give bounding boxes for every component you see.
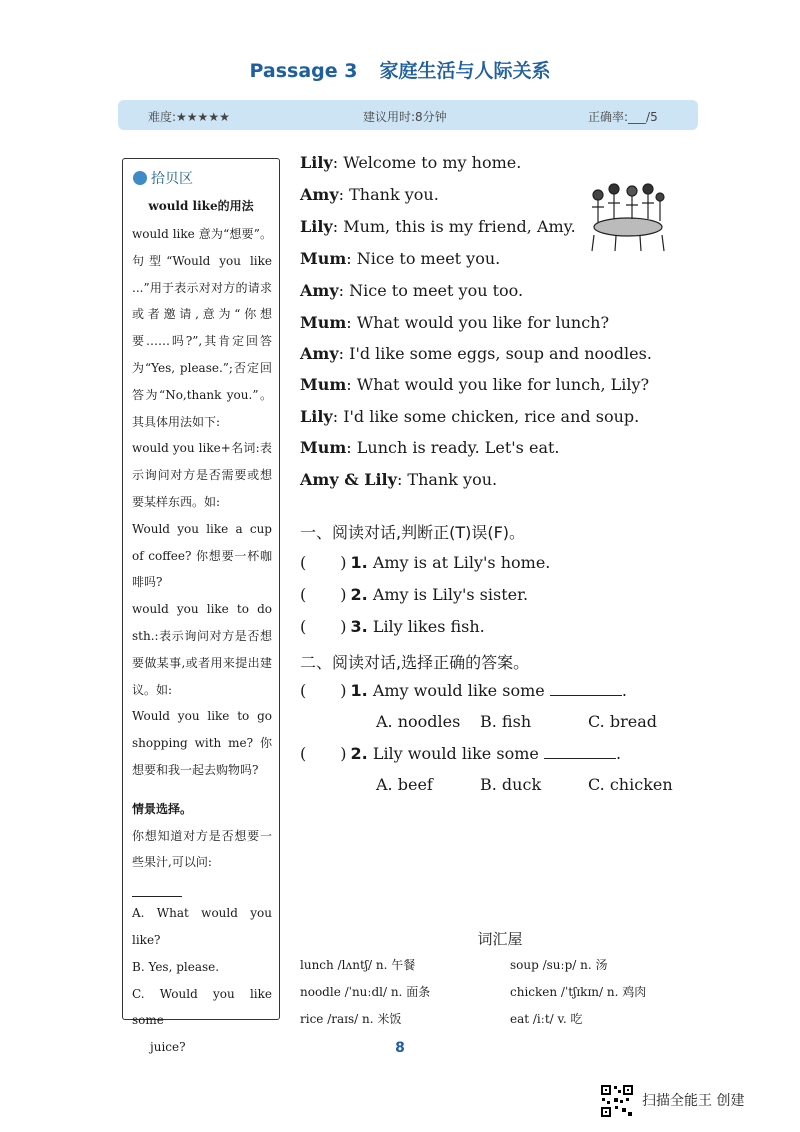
sidebar-option: juice? bbox=[150, 1040, 186, 1055]
section-two-title: 二、阅读对话,选择正确的答案。 bbox=[300, 653, 530, 672]
sidebar-subtitle: would like的用法 bbox=[148, 199, 254, 213]
vocab-item: lunch /lʌntʃ/ n. 午餐 bbox=[300, 958, 416, 972]
question-text: Amy is at Lily's home. bbox=[372, 553, 551, 572]
question-text: Amy is Lily's sister. bbox=[372, 585, 529, 604]
vocab-item: noodle /ˈnuːdl/ n. 面条 bbox=[300, 985, 431, 999]
speaker: Lily bbox=[300, 217, 333, 236]
line-text: I'd like some chicken, rice and soup. bbox=[343, 407, 640, 426]
line-text: What would you like for lunch, Lily? bbox=[356, 375, 650, 394]
question-number: 1. bbox=[350, 553, 368, 572]
line-text: Lunch is ready. Let's eat. bbox=[356, 438, 560, 457]
sidebar-heading-text: 拾贝区 bbox=[151, 171, 193, 187]
sidebar-option: C. Would you like some bbox=[132, 986, 272, 1028]
sidebar-para: would like 意为“想要”。句型“Would you like ...”用于表示对对方的请求或者邀请,意为“你想要……吗?”,其肯定回答为“Yes, please.”;否定回答为“No,thank you.”。其具体用法如下: bbox=[132, 227, 272, 429]
line-text: What would you like for lunch? bbox=[356, 313, 610, 332]
question-number: 3. bbox=[350, 617, 368, 636]
page-number: 8 bbox=[395, 1040, 405, 1056]
family-dinner-illustration bbox=[586, 175, 668, 253]
line-text: Thank you. bbox=[407, 470, 498, 489]
answer-blank bbox=[550, 681, 622, 696]
shell-icon bbox=[133, 171, 147, 185]
sidebar-para: would you like+名词:表示询问对方是否需要或想要某样东西。如: bbox=[132, 441, 272, 509]
dialogue-line: Lily: I'd like some chicken, rice and soup. bbox=[300, 407, 640, 426]
vocab-item: chicken /ˈtʃɪkɪn/ n. 鸡肉 bbox=[510, 985, 647, 999]
sidebar-option: A. What would you like? bbox=[132, 906, 272, 947]
choice-option: A. noodles bbox=[376, 712, 461, 731]
page-title bbox=[0, 56, 800, 83]
dialogue-line: Amy & Lily: Thank you. bbox=[300, 470, 498, 489]
speaker: Amy bbox=[300, 344, 339, 363]
tf-question: ( ) 1. Amy is at Lily's home. bbox=[300, 553, 551, 572]
dialogue-line: Lily: Welcome to my home. bbox=[300, 153, 522, 172]
vocab-item: eat /iːt/ v. 吃 bbox=[510, 1012, 583, 1026]
scanner-watermark bbox=[600, 1084, 744, 1118]
tf-question: ( ) 2. Amy is Lily's sister. bbox=[300, 585, 529, 604]
speaker: Amy bbox=[300, 281, 339, 300]
line-text: I'd like some eggs, soup and noodles. bbox=[349, 344, 652, 363]
accuracy-label: 正确率:___/5 bbox=[588, 110, 658, 124]
speaker: Mum bbox=[300, 249, 347, 268]
dialogue-line: Mum: What would you like for lunch? bbox=[300, 313, 610, 332]
vocab-item: rice /raɪs/ n. 米饭 bbox=[300, 1012, 402, 1026]
sidebar-para: Would you like to go shopping with me? 你想要和我一起去购物吗? bbox=[132, 709, 272, 777]
choice-question: ( ) 2. Lily would like some . bbox=[300, 744, 622, 763]
sidebar-para: would you like to do sth.:表示询问对方是否想要做某事,或者用来提出建议。如: bbox=[132, 602, 272, 697]
passage-label: Passage 3 bbox=[249, 60, 358, 82]
dialogue-line: Mum: Nice to meet you. bbox=[300, 249, 501, 268]
vocab-item: soup /suːp/ n. 汤 bbox=[510, 958, 608, 972]
sidebar-para: Would you like a cup of coffee? 你想要一杯咖啡吗? bbox=[132, 521, 272, 590]
dialogue-line: Amy: Thank you. bbox=[300, 185, 439, 204]
speaker: Amy bbox=[300, 185, 339, 204]
speaker: Mum bbox=[300, 313, 347, 332]
dialogue-line: Mum: What would you like for lunch, Lily? bbox=[300, 375, 650, 394]
info-bar bbox=[118, 100, 698, 130]
watermark-text: 扫描全能王 创建 bbox=[642, 1093, 745, 1109]
choice-question: ( ) 1. Amy would like some . bbox=[300, 681, 627, 700]
speaker: Lily bbox=[300, 407, 333, 426]
passage-topic: 家庭生活与人际关系 bbox=[379, 60, 551, 82]
line-text: Welcome to my home. bbox=[343, 153, 522, 172]
question-text: Lily likes fish. bbox=[372, 617, 485, 636]
choice-option: C. bread bbox=[588, 712, 657, 731]
dialogue-line: Lily: Mum, this is my friend, Amy. bbox=[300, 217, 576, 236]
question-number: 2. bbox=[350, 585, 368, 604]
exercise-title: 情景选择。 bbox=[132, 801, 193, 816]
question-number: 2. bbox=[350, 744, 368, 763]
answer-blank bbox=[544, 744, 616, 759]
sidebar-heading bbox=[133, 166, 193, 193]
time-label: 建议用时:8分钟 bbox=[363, 110, 447, 124]
dialogue-line: Amy: I'd like some eggs, soup and noodles. bbox=[300, 344, 652, 363]
qr-code-icon bbox=[600, 1084, 634, 1118]
difficulty-label: 难度:★★★★★ bbox=[148, 110, 230, 124]
question-number: 1. bbox=[350, 681, 368, 700]
line-text: Thank you. bbox=[349, 185, 439, 204]
section-one-title: 一、阅读对话,判断正(T)误(F)。 bbox=[300, 523, 526, 542]
line-text: Mum, this is my friend, Amy. bbox=[343, 217, 576, 236]
speaker: Amy & Lily bbox=[300, 470, 397, 489]
answer-blank bbox=[132, 876, 272, 900]
choice-option: C. chicken bbox=[588, 775, 673, 794]
speaker: Mum bbox=[300, 438, 347, 457]
question-text: Lily would like some bbox=[372, 744, 539, 763]
sidebar-option: B. Yes, please. bbox=[132, 959, 220, 974]
speaker: Mum bbox=[300, 375, 347, 394]
choice-option: A. beef bbox=[376, 775, 433, 794]
speaker: Lily bbox=[300, 153, 333, 172]
dialogue-line: Mum: Lunch is ready. Let's eat. bbox=[300, 438, 560, 457]
tips-sidebar bbox=[122, 158, 280, 1055]
exercise-text: 你想知道对方是否想要一些果汁,可以问: bbox=[132, 828, 272, 870]
choice-option: B. duck bbox=[480, 775, 542, 794]
vocab-title: 词汇屋 bbox=[477, 930, 523, 948]
dialogue-line: Amy: Nice to meet you too. bbox=[300, 281, 524, 300]
question-text: Amy would like some bbox=[372, 681, 545, 700]
line-text: Nice to meet you. bbox=[356, 249, 501, 268]
line-text: Nice to meet you too. bbox=[349, 281, 524, 300]
tf-question: ( ) 3. Lily likes fish. bbox=[300, 617, 485, 636]
choice-option: B. fish bbox=[480, 712, 532, 731]
